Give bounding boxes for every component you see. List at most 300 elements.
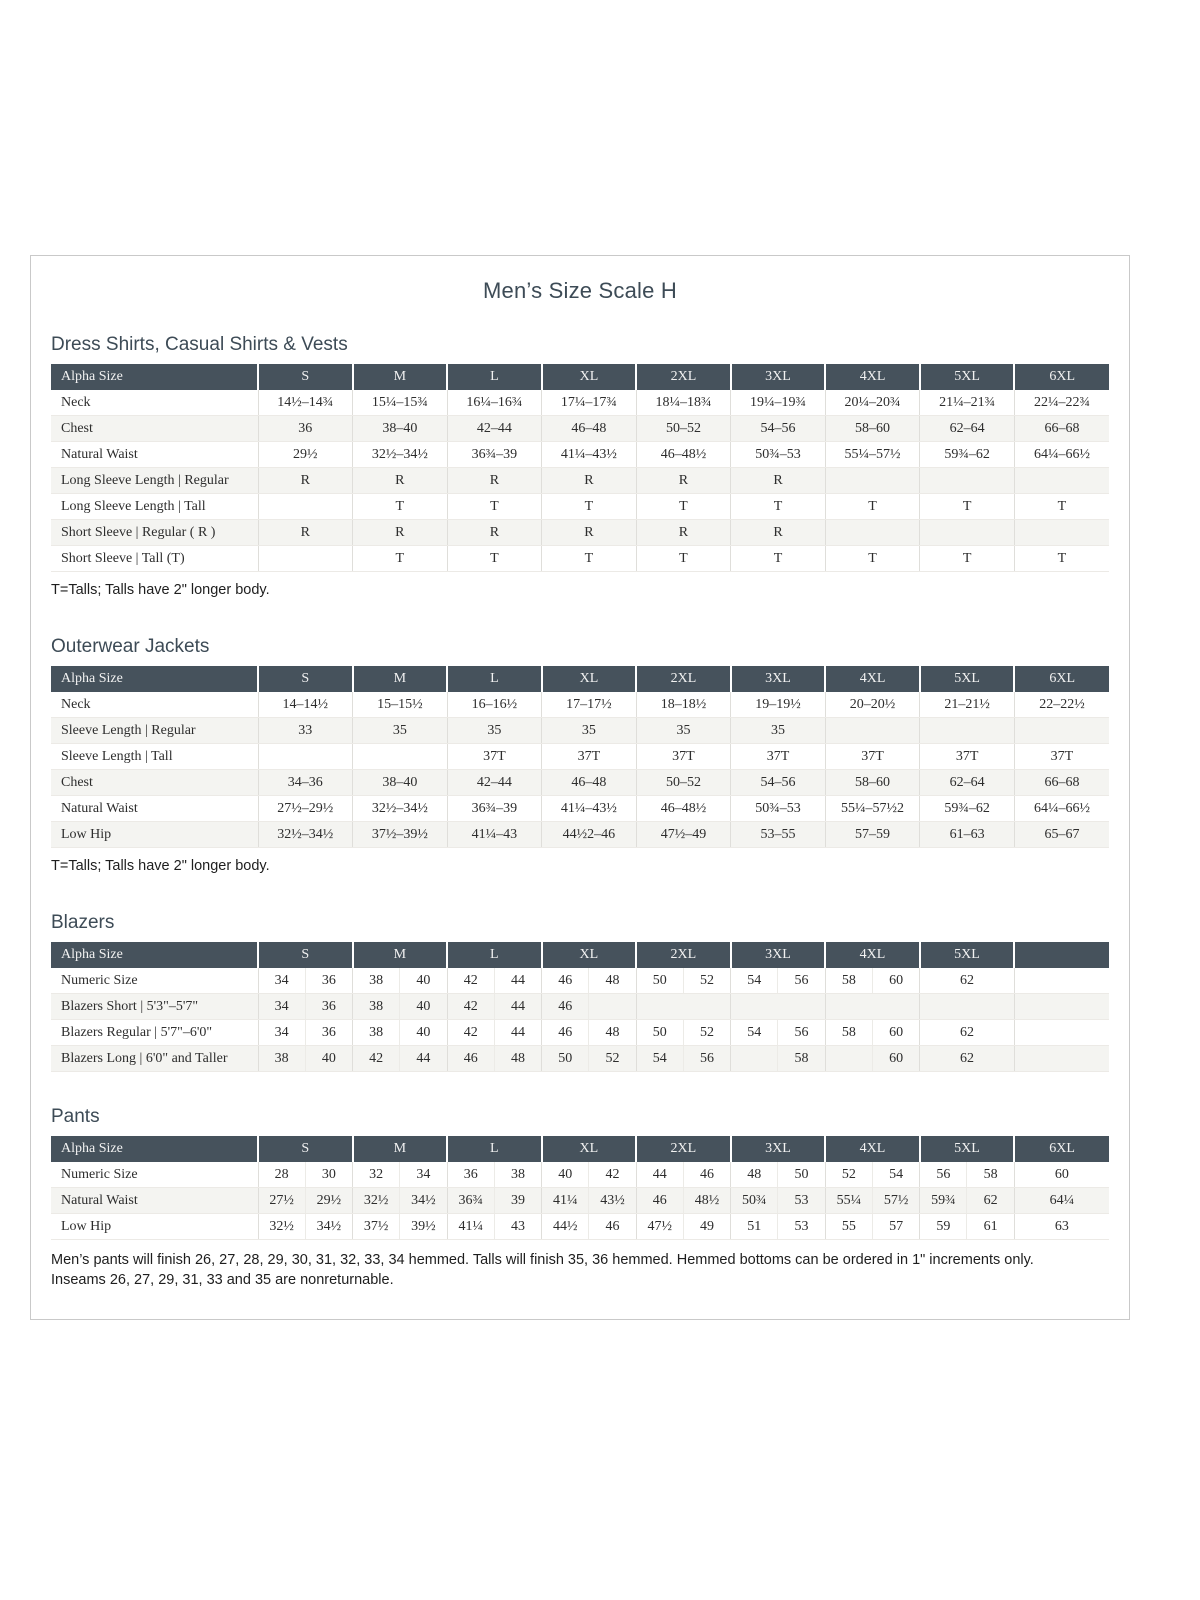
size-cell: 50¾–53 [731,442,826,468]
size-cell: 17–17½ [542,692,637,718]
section-heading-outerwear: Outerwear Jackets [51,636,210,657]
size-cell: 59¾–62 [920,442,1015,468]
size-cell: 53–55 [731,822,826,848]
col-header-M: M [353,1136,448,1162]
size-cell: 37T [731,744,826,770]
size-cell: 58–60 [825,416,920,442]
size-cell: 57–59 [825,822,920,848]
size-cell: 43 [494,1214,541,1240]
size-cell: 58 [778,1046,825,1072]
size-cell: 38 [353,968,400,994]
col-header-6XL: 6XL [1014,666,1109,692]
size-cell: 55¼–57½2 [825,796,920,822]
size-cell: 41¼ [542,1188,589,1214]
size-cell [825,468,920,494]
size-cell: 16¼–16¾ [447,390,542,416]
col-header-5XL: 5XL [920,1136,1015,1162]
size-cell: 57½ [872,1188,919,1214]
size-cell: 34 [258,968,305,994]
size-cell [920,520,1015,546]
table-row [51,390,1109,416]
size-cell: 32 [353,1162,400,1188]
size-cell: 14½–14¾ [258,390,353,416]
size-cell: 32½ [258,1214,305,1240]
size-cell: 36 [447,1162,494,1188]
size-cell: 46 [542,968,589,994]
size-cell [1014,994,1109,1020]
size-cell: 44 [400,1046,447,1072]
dress-shirts-footnote: T=Talls; Talls have 2" longer body. [51,582,270,598]
pants-table [51,1136,1109,1240]
size-cell: 60 [872,968,919,994]
dress-shirts-table [51,364,1109,572]
col-header-label: Alpha Size [51,364,258,390]
col-header-blank [1014,942,1109,968]
size-cell: 35 [636,718,731,744]
size-cell [825,718,920,744]
size-cell [1014,1046,1109,1072]
size-cell: T [731,494,826,520]
size-cell: 34 [400,1162,447,1188]
size-cell: 62–64 [920,770,1015,796]
row-label: Sleeve Length | Tall [51,744,258,770]
size-cell [258,546,353,572]
size-cell: 46–48½ [636,796,731,822]
size-cell: 54 [636,1046,683,1072]
size-cell: 40 [400,968,447,994]
size-cell: R [353,520,448,546]
size-cell: 35 [353,718,448,744]
size-cell: 34 [258,1020,305,1046]
size-cell: 50 [636,968,683,994]
size-cell: 41¼–43 [447,822,542,848]
outerwear-table-host [51,666,1109,848]
size-cell: 44½ [542,1214,589,1240]
size-cell: 38–40 [353,770,448,796]
col-header-6XL: 6XL [1014,1136,1109,1162]
size-cell: 32½–34½ [258,822,353,848]
size-cell: 50 [636,1020,683,1046]
size-cell: 37T [825,744,920,770]
size-cell: 40 [400,994,447,1020]
table-row [51,1162,1109,1188]
blazers-table [51,942,1109,1072]
col-header-4XL: 4XL [825,364,920,390]
size-cell: 19¼–19¾ [731,390,826,416]
col-header-3XL: 3XL [731,942,826,968]
row-label: Sleeve Length | Regular [51,718,258,744]
size-cell: 38–40 [353,416,448,442]
size-cell: 35 [447,718,542,744]
size-cell: 37T [542,744,637,770]
size-cell: 62 [920,968,1015,994]
size-cell: 66–68 [1014,416,1109,442]
pants-footnote-line1: Men’s pants will finish 26, 27, 28, 29, 30, 31, 32, 33, 34 hemmed. Talls will finish 35, 36 hemmed. Hemmed bottoms can be ordered in 1" increments only. [51,1252,1034,1268]
table-row [51,494,1109,520]
size-cell: 21¼–21¾ [920,390,1015,416]
size-cell: 37½–39½ [353,822,448,848]
size-cell: 35 [731,718,826,744]
size-cell: 62 [920,1046,1015,1072]
table-row [51,1188,1109,1214]
size-cell: 32½–34½ [353,442,448,468]
size-cell [731,1046,778,1072]
table-row [51,796,1109,822]
size-cell: 60 [1014,1162,1109,1188]
size-cell: 18¼–18¾ [636,390,731,416]
size-cell: T [542,494,637,520]
size-cell: R [542,468,637,494]
size-cell: T [920,546,1015,572]
size-cell: 47½–49 [636,822,731,848]
size-cell: 39½ [400,1214,447,1240]
size-cell: 33 [258,718,353,744]
size-cell: 40 [305,1046,352,1072]
size-cell: 29½ [305,1188,352,1214]
pants-table-host [51,1136,1109,1240]
size-cell: 54 [731,1020,778,1046]
size-cell: 44 [494,994,541,1020]
table-row [51,994,1109,1020]
size-cell: 44 [636,1162,683,1188]
size-cell: R [636,468,731,494]
size-cell: 50 [542,1046,589,1072]
col-header-2XL: 2XL [636,666,731,692]
row-label: Chest [51,770,258,796]
table-row [51,770,1109,796]
table-row [51,546,1109,572]
size-cell [353,744,448,770]
size-cell: T [1014,494,1109,520]
col-header-XL: XL [542,942,637,968]
table-row [51,822,1109,848]
size-cell: 27½–29½ [258,796,353,822]
section-heading-blazers: Blazers [51,912,115,933]
size-cell: 42 [447,1020,494,1046]
row-label: Blazers Short | 5'3"–5'7" [51,994,258,1020]
size-cell: T [542,546,637,572]
size-cell: 62 [920,1020,1015,1046]
size-cell [258,494,353,520]
size-cell: 34½ [400,1188,447,1214]
size-cell [1014,968,1109,994]
size-cell: 49 [683,1214,730,1240]
size-cell: 46 [636,1188,683,1214]
col-header-XL: XL [542,666,637,692]
row-label: Short Sleeve | Tall (T) [51,546,258,572]
table-row [51,1020,1109,1046]
size-cell: 58–60 [825,770,920,796]
size-cell: T [636,546,731,572]
size-cell [825,1046,872,1072]
size-cell: 44½2–46 [542,822,637,848]
size-cell: 42 [447,968,494,994]
size-cell: 58 [825,968,872,994]
size-cell: 46–48 [542,770,637,796]
size-cell [1014,718,1109,744]
size-cell: 50–52 [636,416,731,442]
size-cell: 35 [542,718,637,744]
size-cell: 42 [447,994,494,1020]
row-label: Neck [51,390,258,416]
size-cell: 54–56 [731,770,826,796]
col-header-S: S [258,364,353,390]
size-cell: 48 [589,1020,636,1046]
size-cell: 37T [447,744,542,770]
col-header-5XL: 5XL [920,666,1015,692]
size-cell: 36¾ [447,1188,494,1214]
size-cell: 41¼ [447,1214,494,1240]
size-cell: 32½ [353,1188,400,1214]
size-cell: 38 [494,1162,541,1188]
col-header-3XL: 3XL [731,1136,826,1162]
size-cell: 44 [494,1020,541,1046]
size-cell: 37T [636,744,731,770]
size-cell: T [447,546,542,572]
row-label: Chest [51,416,258,442]
size-cell: 52 [683,968,730,994]
size-cell: 44 [494,968,541,994]
size-cell: 43½ [589,1188,636,1214]
size-cell: 37½ [353,1214,400,1240]
section-heading-pants: Pants [51,1106,100,1127]
col-header-M: M [353,364,448,390]
col-header-M: M [353,666,448,692]
size-cell [920,718,1015,744]
col-header-L: L [447,666,542,692]
size-cell: R [731,468,826,494]
col-header-2XL: 2XL [636,1136,731,1162]
row-label: Low Hip [51,822,258,848]
size-cell: 46–48 [542,416,637,442]
size-cell: 62–64 [920,416,1015,442]
size-cell: 59 [920,1214,967,1240]
size-chart-page [30,255,1130,1320]
size-cell [920,468,1015,494]
size-cell: 17¼–17¾ [542,390,637,416]
col-header-L: L [447,1136,542,1162]
size-cell: 37T [1014,744,1109,770]
table-row [51,692,1109,718]
row-label: Natural Waist [51,442,258,468]
row-label: Low Hip [51,1214,258,1240]
table-row [51,968,1109,994]
size-cell [1014,520,1109,546]
size-cell: 40 [400,1020,447,1046]
size-cell: 38 [258,1046,305,1072]
size-cell: 46 [683,1162,730,1188]
size-cell: 29½ [258,442,353,468]
size-cell: T [447,494,542,520]
size-cell: 59¾ [920,1188,967,1214]
col-header-6XL: 6XL [1014,364,1109,390]
size-cell: 54 [872,1162,919,1188]
size-cell: R [542,520,637,546]
size-cell: 50 [778,1162,825,1188]
size-cell: R [636,520,731,546]
size-cell: 48 [589,968,636,994]
outerwear-footnote: T=Talls; Talls have 2" longer body. [51,858,270,874]
size-cell: 41¼–43½ [542,796,637,822]
size-cell: 64¼–66½ [1014,796,1109,822]
size-cell: 36 [258,416,353,442]
size-cell: 41¼–43½ [542,442,637,468]
col-header-XL: XL [542,1136,637,1162]
size-cell: 52 [825,1162,872,1188]
size-cell: 58 [825,1020,872,1046]
size-cell: 38 [353,1020,400,1046]
size-cell: 52 [589,1046,636,1072]
col-header-S: S [258,666,353,692]
size-cell: 20–20½ [825,692,920,718]
size-cell: 50–52 [636,770,731,796]
size-cell: 61 [967,1214,1014,1240]
size-cell: 42 [353,1046,400,1072]
size-cell: 42–44 [447,416,542,442]
size-cell: 56 [778,968,825,994]
page-title: Men’s Size Scale H [483,278,677,303]
table-row [51,1046,1109,1072]
size-cell: T [825,546,920,572]
size-cell: T [1014,546,1109,572]
size-cell [589,994,636,1020]
size-cell: 46 [447,1046,494,1072]
size-cell: 54 [731,968,778,994]
row-label: Long Sleeve Length | Tall [51,494,258,520]
size-cell: 18–18½ [636,692,731,718]
size-cell: 46 [589,1214,636,1240]
size-cell [1014,1020,1109,1046]
size-cell: 59¾–62 [920,796,1015,822]
size-cell: 53 [778,1188,825,1214]
size-cell: 60 [872,1046,919,1072]
row-label: Blazers Regular | 5'7"–6'0" [51,1020,258,1046]
size-cell: 52 [683,1020,730,1046]
table-row [51,718,1109,744]
col-header-5XL: 5XL [920,942,1015,968]
size-cell: R [731,520,826,546]
row-label: Neck [51,692,258,718]
size-cell: 30 [305,1162,352,1188]
pants-footnote [51,1250,1109,1290]
size-cell: 56 [920,1162,967,1188]
size-cell: 55¼ [825,1188,872,1214]
col-header-label: Alpha Size [51,666,258,692]
size-cell: 56 [778,1020,825,1046]
col-header-S: S [258,1136,353,1162]
col-header-L: L [447,364,542,390]
table-row [51,442,1109,468]
size-cell: R [258,468,353,494]
size-cell [825,520,920,546]
size-cell: T [353,494,448,520]
size-cell [825,994,920,1020]
size-cell: 46 [542,1020,589,1046]
size-cell: 42–44 [447,770,542,796]
size-cell: 36 [305,968,352,994]
pants-footnote-line2: Inseams 26, 27, 29, 31, 33 and 35 are nonreturnable. [51,1272,394,1288]
size-cell [636,994,731,1020]
size-cell: 42 [589,1162,636,1188]
size-cell: 36 [305,994,352,1020]
size-cell: 58 [967,1162,1014,1188]
col-header-L: L [447,942,542,968]
size-cell: 32½–34½ [353,796,448,822]
size-cell: R [447,520,542,546]
size-cell: 55 [825,1214,872,1240]
row-label: Short Sleeve | Regular ( R ) [51,520,258,546]
size-cell: 47½ [636,1214,683,1240]
size-cell: 48 [494,1046,541,1072]
size-cell: 54–56 [731,416,826,442]
size-cell: 36 [305,1020,352,1046]
size-cell: 36¾–39 [447,442,542,468]
col-header-3XL: 3XL [731,666,826,692]
section-heading-dress-shirts: Dress Shirts, Casual Shirts & Vests [51,334,348,355]
size-cell: 21–21½ [920,692,1015,718]
size-cell: 65–67 [1014,822,1109,848]
size-cell: T [920,494,1015,520]
table-row [51,416,1109,442]
size-cell: 15–15½ [353,692,448,718]
col-header-XL: XL [542,364,637,390]
row-label: Natural Waist [51,1188,258,1214]
dress-shirts-table-host [51,364,1109,572]
size-cell: 48 [731,1162,778,1188]
col-header-4XL: 4XL [825,666,920,692]
col-header-2XL: 2XL [636,942,731,968]
size-cell: 64¼ [1014,1188,1109,1214]
size-cell: T [825,494,920,520]
size-cell: 46–48½ [636,442,731,468]
size-cell: 16–16½ [447,692,542,718]
size-cell: 36¾–39 [447,796,542,822]
size-cell: 56 [683,1046,730,1072]
size-cell: 64¼–66½ [1014,442,1109,468]
size-cell: 34–36 [258,770,353,796]
col-header-label: Alpha Size [51,1136,258,1162]
size-cell: 55¼–57½ [825,442,920,468]
col-header-S: S [258,942,353,968]
size-cell: T [353,546,448,572]
size-cell: 61–63 [920,822,1015,848]
size-cell: 27½ [258,1188,305,1214]
col-header-M: M [353,942,448,968]
size-cell: 50¾–53 [731,796,826,822]
size-cell: 51 [731,1214,778,1240]
row-label: Long Sleeve Length | Regular [51,468,258,494]
col-header-4XL: 4XL [825,1136,920,1162]
col-header-3XL: 3XL [731,364,826,390]
size-cell: 63 [1014,1214,1109,1240]
size-cell: R [353,468,448,494]
size-cell: R [447,468,542,494]
row-label: Natural Waist [51,796,258,822]
size-cell [1014,468,1109,494]
table-row [51,468,1109,494]
row-label: Numeric Size [51,1162,258,1188]
size-cell: T [636,494,731,520]
size-cell: 22¼–22¾ [1014,390,1109,416]
size-cell: 53 [778,1214,825,1240]
blazers-table-host [51,942,1109,1072]
row-label: Numeric Size [51,968,258,994]
size-cell [920,994,1015,1020]
size-cell: 62 [967,1188,1014,1214]
size-cell: 50¾ [731,1188,778,1214]
row-label: Blazers Long | 6'0" and Taller [51,1046,258,1072]
size-cell: T [731,546,826,572]
